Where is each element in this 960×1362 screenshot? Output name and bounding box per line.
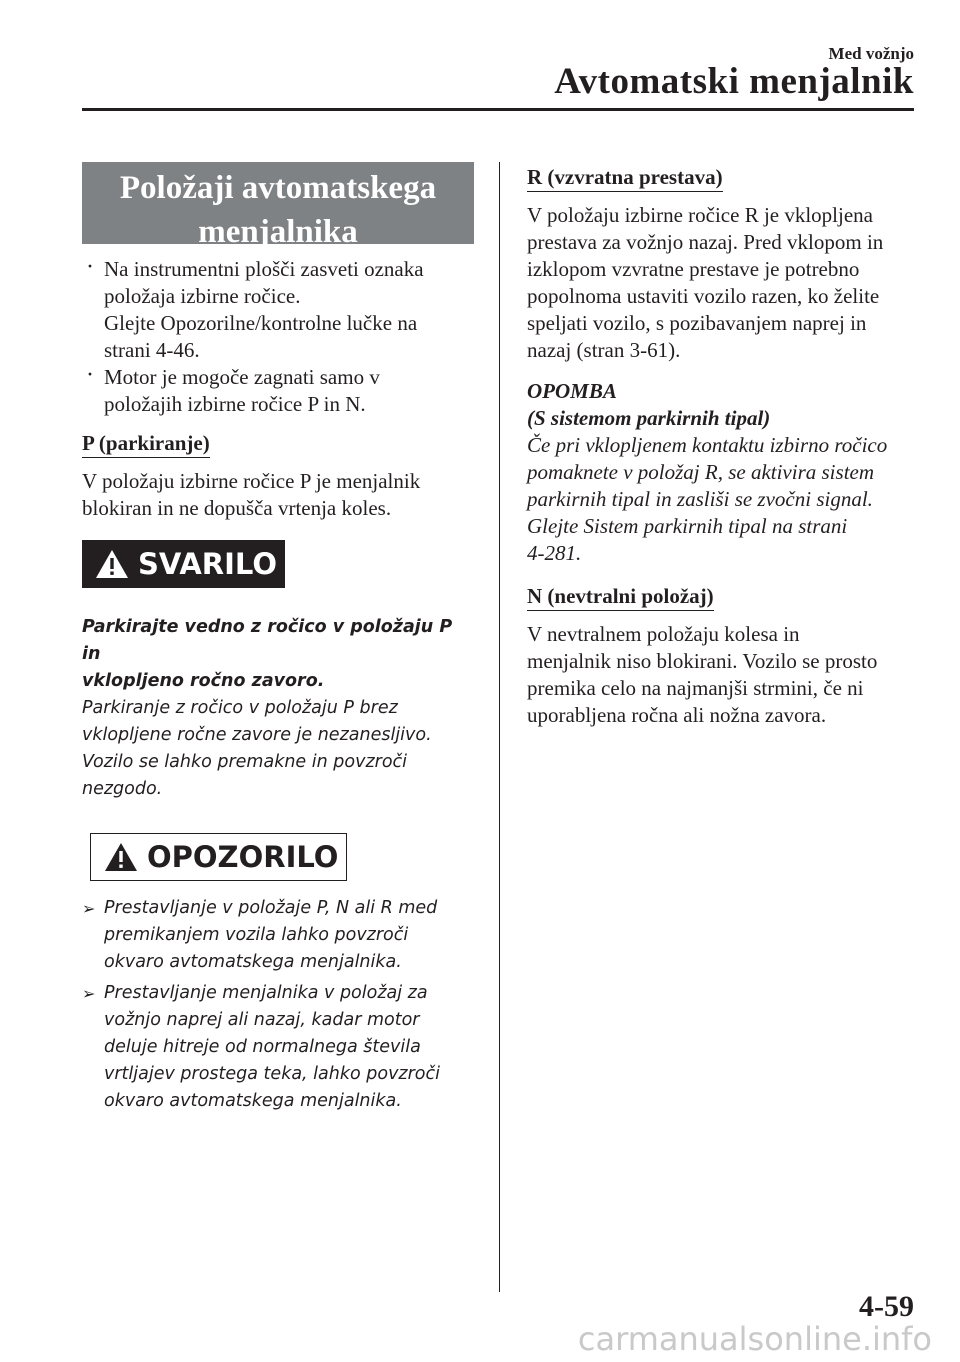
section-title-line2: menjalnika (198, 214, 358, 250)
warning-triangle-icon (103, 841, 139, 873)
section-title-line1: Položaji avtomatskega (119, 170, 437, 206)
left-column (82, 162, 474, 1115)
danger-callout (82, 540, 285, 588)
warning-label: OPOZORILO (147, 840, 339, 874)
note-subtitle: (S sistemom parkirnih tipal) (527, 406, 771, 430)
page-number: 4-59 (859, 1290, 914, 1323)
n-heading: N (nevtralni položaj) (527, 583, 714, 611)
danger-body: Parkirajte vedno z ročico v položaju P in vklopljeno ročno zavoro. Parkiranje z ročico v položaju P brez vklopljene ročne zavore je nezanesljivo. Vozilo se lahko premakne in povzroči nezgodo. (82, 617, 453, 799)
bullet-item: · Motor je mogoče zagnati samo v položajih izbirne ročice P in N. (82, 364, 474, 418)
section-title-box (82, 162, 474, 250)
p-text: V položaju izbirne ročice P je menjalnik blokiran in ne dopušča vrtenja koles. (82, 469, 421, 520)
arrow-right-icon: ➢ (82, 984, 96, 1003)
danger-label: SVARILO (138, 547, 278, 581)
header-section: Med vožnjo (828, 44, 914, 63)
note-title: OPOMBA (527, 379, 617, 403)
right-column (527, 162, 919, 729)
warning-triangle-icon (94, 548, 130, 580)
header-title: Avtomatski menjalnik (554, 61, 914, 102)
p-heading: P (parkiranje) (82, 430, 210, 458)
arrow-right-icon: ➢ (82, 899, 96, 918)
header-rule (82, 108, 914, 111)
intro-bullets (82, 256, 474, 418)
warning-callout (90, 833, 347, 881)
watermark: carmanualsonline.info (577, 1320, 932, 1358)
r-text: V položaju izbirne ročice R je vklopljena prestava za vožnjo nazaj. Pred vklopom in izklopom vzvratne prestave je potrebno popolnoma ustaviti vozilo razen, ko želite speljati vozilo, s pozibavanjem naprej in nazaj (stran 3-61). (527, 203, 884, 362)
r-heading: R (vzvratna prestava) (527, 164, 723, 192)
column-divider (499, 162, 500, 1292)
warning-list (82, 895, 474, 1115)
warning-item: ➢ Prestavljanje menjalnika v položaj za vožnjo naprej ali nazaj, kadar motor deluje hitreje od normalnega števila vrtljajev prostega teka, lahko povzroči okvaro avtomatskega menjalnika. (82, 980, 474, 1115)
warning-item: ➢ Prestavljanje v položaje P, N ali R med premikanjem vozila lahko povzroči okvaro avtomatskega menjalnika. (82, 895, 474, 976)
bullet-item: · Na instrumentni plošči zasveti oznaka položaja izbirne ročice. Glejte Opozorilne/kontrolne lučke na strani 4-46. (82, 256, 474, 364)
note-block: OPOMBA (S sistemom parkirnih tipal) Če pri vklopljenem kontaktu izbirno ročico pomaknete v položaj R, se aktivira sistem parkirnih tipal in zasliši se zvočni signal. Glejte Sistem parkirnih tipal na strani 4-281. (527, 378, 919, 567)
n-text: V nevtralnem položaju kolesa in menjalnik niso blokirani. Vozilo se prosto premika celo na najmanjši strmini, če ni uporabljena ročna ali nožna zavora. (527, 622, 878, 727)
